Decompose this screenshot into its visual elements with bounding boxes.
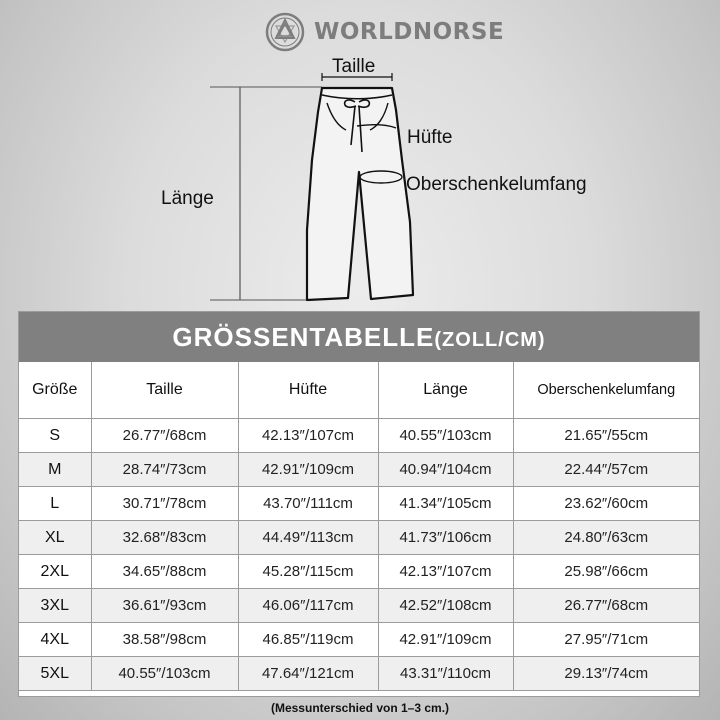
cell-thigh: 26.77″/68cm (513, 589, 699, 623)
cell-thigh: 24.80″/63cm (513, 521, 699, 555)
cell-hip: 44.49″/113cm (238, 521, 378, 555)
cell-thigh: 22.44″/57cm (513, 453, 699, 487)
cell-size: XL (19, 521, 91, 555)
cell-waist: 32.68″/83cm (91, 521, 238, 555)
thigh-label: Oberschenkelumfang (406, 174, 587, 195)
measurement-note: (Messunterschied von 1–3 cm.) (270, 701, 450, 715)
table-row (19, 555, 699, 589)
cell-length: 42.52″/108cm (378, 589, 513, 623)
cell-size: M (19, 453, 91, 487)
table-row (19, 623, 699, 657)
cell-thigh: 29.13″/74cm (513, 657, 699, 691)
header-thigh: Oberschenkelumfang (513, 362, 699, 419)
cell-size: L (19, 487, 91, 521)
header-hip: Hüfte (238, 362, 378, 419)
pants-diagram (0, 0, 720, 310)
cell-length: 40.55″/103cm (378, 419, 513, 453)
brand-name: WORLDNORSE (314, 19, 505, 45)
cell-hip: 47.64″/121cm (238, 657, 378, 691)
cell-waist: 36.61″/93cm (91, 589, 238, 623)
table-title-unit: (ZOLL/CM) (434, 329, 546, 351)
cell-size: 5XL (19, 657, 91, 691)
cell-thigh: 25.98″/66cm (513, 555, 699, 589)
cell-length: 42.13″/107cm (378, 555, 513, 589)
cell-thigh: 27.95″/71cm (513, 623, 699, 657)
cell-size: 3XL (19, 589, 91, 623)
table-row (19, 589, 699, 623)
table-row (19, 521, 699, 555)
cell-length: 41.73″/106cm (378, 521, 513, 555)
size-table (19, 362, 699, 691)
cell-waist: 40.55″/103cm (91, 657, 238, 691)
cell-length: 40.94″/104cm (378, 453, 513, 487)
cell-waist: 30.71″/78cm (91, 487, 238, 521)
cell-waist: 38.58″/98cm (91, 623, 238, 657)
table-title (19, 312, 699, 362)
header-size: Größe (19, 362, 91, 419)
cell-size: 4XL (19, 623, 91, 657)
cell-hip: 46.06″/117cm (238, 589, 378, 623)
cell-thigh: 21.65″/55cm (513, 419, 699, 453)
cell-size: 2XL (19, 555, 91, 589)
cell-waist: 28.74″/73cm (91, 453, 238, 487)
cell-thigh: 23.62″/60cm (513, 487, 699, 521)
cell-size: S (19, 419, 91, 453)
cell-length: 43.31″/110cm (378, 657, 513, 691)
table-row (19, 487, 699, 521)
table-row (19, 657, 699, 691)
waist-label: Taille (332, 56, 376, 77)
cell-length: 41.34″/105cm (378, 487, 513, 521)
header-length: Länge (378, 362, 513, 419)
table-row (19, 419, 699, 453)
cell-hip: 42.13″/107cm (238, 419, 378, 453)
header-waist: Taille (91, 362, 238, 419)
cell-hip: 45.28″/115cm (238, 555, 378, 589)
cell-length: 42.91″/109cm (378, 623, 513, 657)
cell-hip: 42.91″/109cm (238, 453, 378, 487)
size-chart-table (18, 311, 700, 697)
cell-hip: 43.70″/111cm (238, 487, 378, 521)
cell-waist: 26.77″/68cm (91, 419, 238, 453)
table-row (19, 453, 699, 487)
length-label: Länge (161, 188, 214, 209)
cell-hip: 46.85″/119cm (238, 623, 378, 657)
hip-label: Hüfte (407, 127, 453, 148)
cell-waist: 34.65″/88cm (91, 555, 238, 589)
table-header-row (19, 362, 699, 419)
table-title-text: GRÖSSENTABELLE (172, 322, 435, 352)
